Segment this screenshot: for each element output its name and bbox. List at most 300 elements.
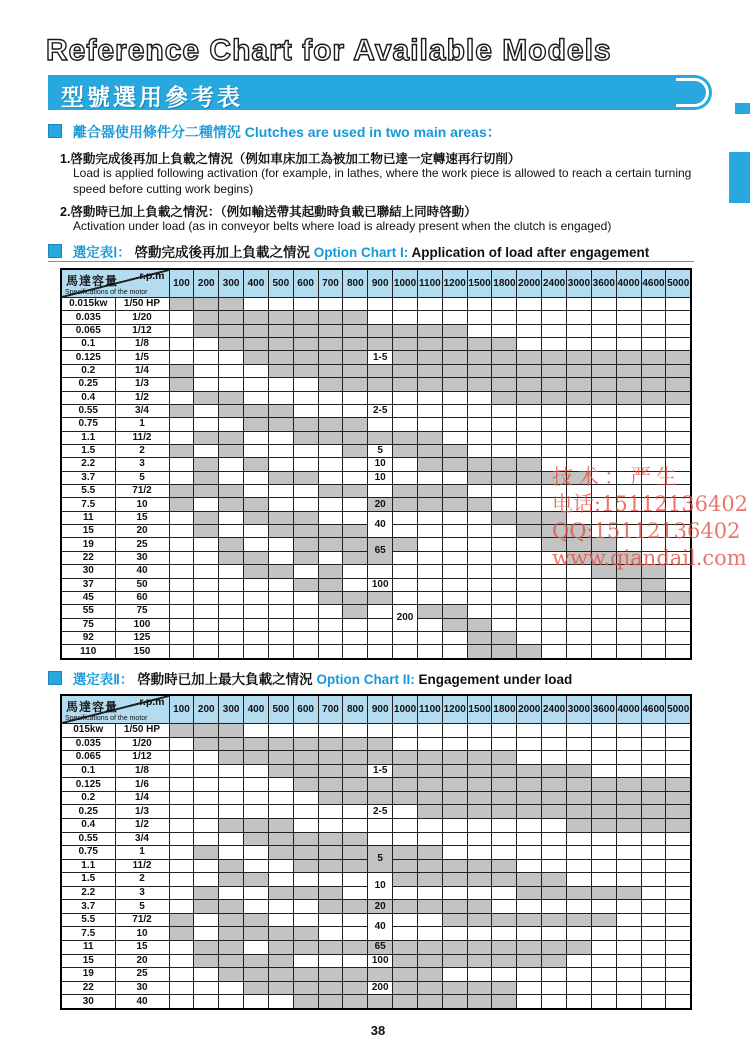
grid-cell	[244, 724, 269, 738]
grid-cell	[567, 311, 592, 324]
grid-cell	[517, 565, 542, 578]
motor-hp-cell: 5	[115, 471, 169, 484]
grid-cell	[194, 927, 219, 941]
grid-cell	[169, 565, 194, 578]
grid-cell	[393, 591, 418, 604]
grid-cell	[591, 645, 616, 659]
grid-cell	[666, 605, 691, 618]
option-chart-2-table	[60, 694, 692, 1010]
motor-kw-cell: 0.4	[61, 391, 115, 404]
grid-cell	[169, 551, 194, 564]
grid-cell	[343, 805, 368, 819]
grid-cell	[219, 511, 244, 524]
motor-kw-cell: 0.1	[61, 764, 115, 778]
grid-cell	[343, 818, 368, 832]
grid-cell	[293, 724, 318, 738]
applicable-range-cell	[492, 778, 517, 792]
applicable-range-cell	[368, 737, 393, 751]
grid-cell	[567, 737, 592, 751]
motor-hp-cell: 11/2	[115, 431, 169, 444]
applicable-range-cell	[244, 832, 269, 846]
applicable-range-cell	[467, 498, 492, 511]
grid-cell	[293, 805, 318, 819]
grid-cell	[194, 859, 219, 873]
grid-cell	[268, 900, 293, 914]
grid-cell	[293, 954, 318, 968]
grid-cell	[666, 737, 691, 751]
grid-cell	[442, 311, 467, 324]
grid-cell	[641, 311, 666, 324]
watermark-line1: 技术：严生	[552, 465, 682, 489]
grid-cell	[169, 605, 194, 618]
applicable-range-cell	[268, 941, 293, 955]
motor-kw-cell: 30	[61, 995, 115, 1009]
grid-cell	[492, 900, 517, 914]
applicable-range-cell	[293, 764, 318, 778]
applicable-range-cell	[467, 791, 492, 805]
grid-cell	[293, 404, 318, 417]
grid-cell	[343, 618, 368, 631]
applicable-range-cell	[417, 981, 442, 995]
grid-cell	[169, 873, 194, 887]
grid-cell	[417, 618, 442, 631]
rpm-column-header: 200	[194, 695, 219, 724]
applicable-range-cell	[591, 391, 616, 404]
rpm-column-header: 1800	[492, 695, 517, 724]
applicable-range-cell	[567, 886, 592, 900]
grid-cell	[343, 565, 368, 578]
watermark	[552, 464, 748, 572]
grid-cell	[169, 764, 194, 778]
rpm-column-header: 600	[293, 695, 318, 724]
grid-cell	[492, 525, 517, 538]
applicable-range-cell	[442, 778, 467, 792]
model-size-label-cell: 1-5	[368, 351, 393, 364]
grid-cell	[368, 391, 393, 404]
applicable-range-cell	[666, 791, 691, 805]
intro-item1-en1: Load is applied following activation (for example, in lathes, where the work piece is allowed to reach a certain turning	[73, 166, 692, 180]
grid-cell	[244, 859, 269, 873]
motor-hp-cell: 1/4	[115, 791, 169, 805]
applicable-range-cell	[393, 431, 418, 444]
motor-hp-cell: 3	[115, 458, 169, 471]
grid-cell	[616, 751, 641, 765]
grid-cell	[666, 631, 691, 644]
applicable-range-cell	[591, 791, 616, 805]
grid-cell	[393, 511, 418, 524]
grid-cell	[567, 338, 592, 351]
motor-kw-cell: 015kw	[61, 724, 115, 738]
rpm-column-header: 700	[318, 269, 343, 298]
motor-hp-cell: 1/2	[115, 818, 169, 832]
grid-cell	[666, 859, 691, 873]
applicable-range-cell	[368, 431, 393, 444]
motor-hp-cell: 1/8	[115, 764, 169, 778]
applicable-range-cell	[244, 954, 269, 968]
grid-cell	[542, 404, 567, 417]
applicable-range-cell	[194, 954, 219, 968]
grid-cell	[268, 791, 293, 805]
applicable-range-cell	[318, 778, 343, 792]
grid-cell	[318, 498, 343, 511]
grid-cell	[492, 485, 517, 498]
applicable-range-cell	[318, 859, 343, 873]
grid-cell	[268, 805, 293, 819]
motor-hp-cell: 1/3	[115, 378, 169, 391]
grid-cell	[169, 778, 194, 792]
rpm-column-header: 4000	[616, 695, 641, 724]
applicable-range-cell	[343, 764, 368, 778]
applicable-range-cell	[542, 913, 567, 927]
applicable-range-cell	[417, 764, 442, 778]
applicable-range-cell	[268, 364, 293, 377]
model-size-label-cell: 40	[368, 511, 393, 538]
applicable-range-cell	[442, 941, 467, 955]
grid-cell	[244, 764, 269, 778]
grid-cell	[194, 778, 219, 792]
applicable-range-cell	[293, 751, 318, 765]
grid-cell	[641, 298, 666, 311]
grid-cell	[417, 927, 442, 941]
applicable-range-cell	[542, 886, 567, 900]
rpm-column-header: 900	[368, 695, 393, 724]
grid-cell	[517, 818, 542, 832]
grid-cell	[467, 298, 492, 311]
grid-cell	[194, 995, 219, 1009]
motor-kw-cell: 1.5	[61, 444, 115, 457]
applicable-range-cell	[368, 324, 393, 337]
applicable-range-cell	[368, 378, 393, 391]
applicable-range-cell	[343, 538, 368, 551]
applicable-range-cell	[244, 338, 269, 351]
grid-cell	[567, 846, 592, 860]
applicable-range-cell	[318, 565, 343, 578]
motor-kw-cell: 5.5	[61, 485, 115, 498]
grid-cell	[467, 444, 492, 457]
applicable-range-cell	[318, 981, 343, 995]
grid-cell	[268, 298, 293, 311]
applicable-range-cell	[467, 981, 492, 995]
grid-cell	[343, 498, 368, 511]
model-size-label-cell: 100	[368, 578, 393, 591]
corner-header-cell	[61, 269, 169, 298]
applicable-range-cell	[417, 968, 442, 982]
grid-cell	[666, 981, 691, 995]
grid-cell	[393, 805, 418, 819]
applicable-range-cell	[641, 805, 666, 819]
grid-cell	[417, 404, 442, 417]
grid-cell	[666, 968, 691, 982]
grid-cell	[442, 404, 467, 417]
grid-cell	[417, 418, 442, 431]
grid-cell	[393, 913, 418, 927]
applicable-range-cell	[293, 431, 318, 444]
grid-cell	[591, 873, 616, 887]
grid-cell	[666, 418, 691, 431]
grid-cell	[542, 751, 567, 765]
grid-cell	[268, 591, 293, 604]
motor-hp-cell: 125	[115, 631, 169, 644]
applicable-range-cell	[467, 351, 492, 364]
grid-cell	[542, 859, 567, 873]
grid-cell	[318, 404, 343, 417]
applicable-range-cell	[492, 941, 517, 955]
applicable-range-cell	[517, 954, 542, 968]
applicable-range-cell	[616, 818, 641, 832]
intro-item2-en: Activation under load (as in conveyor belts where load is already present when the clutch is engaged)	[73, 219, 612, 233]
applicable-range-cell	[393, 751, 418, 765]
motor-hp-cell: 50	[115, 578, 169, 591]
grid-cell	[169, 418, 194, 431]
grid-cell	[591, 737, 616, 751]
grid-cell	[219, 832, 244, 846]
grid-cell	[542, 431, 567, 444]
rpm-column-header: 2400	[542, 695, 567, 724]
grid-cell	[641, 645, 666, 659]
grid-cell	[442, 578, 467, 591]
grid-cell	[591, 859, 616, 873]
applicable-range-cell	[268, 511, 293, 524]
applicable-range-cell	[318, 900, 343, 914]
model-size-label-cell: 200	[368, 981, 393, 995]
rpm-column-header: 4600	[641, 269, 666, 298]
grid-cell	[616, 981, 641, 995]
applicable-range-cell	[616, 791, 641, 805]
grid-cell	[641, 444, 666, 457]
grid-cell	[591, 751, 616, 765]
grid-cell	[442, 927, 467, 941]
grid-cell	[666, 311, 691, 324]
applicable-range-cell	[219, 298, 244, 311]
chart1-title-zh: 啓動完成後再加上負載之情況	[134, 245, 311, 260]
grid-cell	[542, 645, 567, 659]
applicable-range-cell	[492, 631, 517, 644]
grid-cell	[169, 995, 194, 1009]
grid-cell	[542, 968, 567, 982]
motor-kw-cell: 1.1	[61, 431, 115, 444]
grid-cell	[244, 485, 269, 498]
applicable-range-cell	[244, 498, 269, 511]
grid-cell	[616, 941, 641, 955]
applicable-range-cell	[368, 791, 393, 805]
grid-cell	[293, 444, 318, 457]
grid-cell	[442, 538, 467, 551]
applicable-range-cell	[219, 751, 244, 765]
applicable-range-cell	[442, 995, 467, 1009]
grid-cell	[393, 404, 418, 417]
model-size-label-cell: 40	[368, 913, 393, 940]
applicable-range-cell	[616, 364, 641, 377]
motor-kw-cell: 2.2	[61, 458, 115, 471]
applicable-range-cell	[343, 324, 368, 337]
applicable-range-cell	[492, 791, 517, 805]
grid-cell	[417, 645, 442, 659]
grid-cell	[517, 859, 542, 873]
grid-cell	[244, 886, 269, 900]
applicable-range-cell	[417, 498, 442, 511]
grid-cell	[393, 551, 418, 564]
grid-cell	[244, 471, 269, 484]
grid-cell	[442, 737, 467, 751]
grid-cell	[169, 645, 194, 659]
grid-cell	[219, 805, 244, 819]
grid-cell	[318, 511, 343, 524]
applicable-range-cell	[467, 618, 492, 631]
applicable-range-cell	[467, 338, 492, 351]
motor-hp-cell: 3/4	[115, 832, 169, 846]
grid-cell	[219, 591, 244, 604]
rpm-column-header: 3000	[567, 269, 592, 298]
applicable-range-cell	[517, 471, 542, 484]
grid-cell	[492, 324, 517, 337]
grid-cell	[567, 832, 592, 846]
applicable-range-cell	[567, 818, 592, 832]
applicable-range-cell	[244, 311, 269, 324]
grid-cell	[517, 338, 542, 351]
applicable-range-cell	[293, 418, 318, 431]
grid-cell	[343, 873, 368, 887]
applicable-range-cell	[492, 391, 517, 404]
motor-hp-cell: 15	[115, 941, 169, 955]
grid-cell	[542, 981, 567, 995]
applicable-range-cell	[268, 954, 293, 968]
applicable-range-cell	[393, 764, 418, 778]
intro-heading-en: Clutches are used in two main areas：	[244, 124, 501, 140]
motor-hp-cell: 1/8	[115, 338, 169, 351]
applicable-range-cell	[517, 805, 542, 819]
grid-cell	[567, 900, 592, 914]
grid-cell	[318, 805, 343, 819]
grid-cell	[467, 737, 492, 751]
grid-cell	[467, 591, 492, 604]
applicable-range-cell	[417, 751, 442, 765]
grid-cell	[417, 631, 442, 644]
applicable-range-cell	[666, 391, 691, 404]
grid-cell	[268, 431, 293, 444]
applicable-range-cell	[268, 751, 293, 765]
grid-cell	[666, 764, 691, 778]
applicable-range-cell	[591, 378, 616, 391]
grid-cell	[219, 605, 244, 618]
applicable-range-cell	[442, 605, 467, 618]
applicable-range-cell	[219, 968, 244, 982]
motor-kw-cell: 0.25	[61, 378, 115, 391]
grid-cell	[616, 913, 641, 927]
grid-cell	[244, 378, 269, 391]
grid-cell	[616, 431, 641, 444]
applicable-range-cell	[641, 778, 666, 792]
grid-cell	[567, 859, 592, 873]
applicable-range-cell	[567, 391, 592, 404]
grid-cell	[268, 645, 293, 659]
rpm-column-header: 500	[268, 695, 293, 724]
motor-spec-label: Specifications of the motor	[65, 715, 148, 722]
motor-hp-cell: 30	[115, 551, 169, 564]
intro-item1-zh: 1.啓動完成後再加上負載之情況（例如車床加工為被加工物已達一定轉速再行切削）	[60, 152, 521, 166]
grid-cell	[169, 805, 194, 819]
grid-cell	[641, 954, 666, 968]
applicable-range-cell	[517, 764, 542, 778]
applicable-range-cell	[169, 378, 194, 391]
model-size-label-cell: 5	[368, 846, 393, 873]
grid-cell	[666, 618, 691, 631]
applicable-range-cell	[368, 751, 393, 765]
grid-cell	[492, 298, 517, 311]
grid-cell	[641, 751, 666, 765]
grid-cell	[442, 832, 467, 846]
grid-cell	[467, 832, 492, 846]
grid-cell	[194, 791, 219, 805]
applicable-range-cell	[244, 418, 269, 431]
motor-hp-cell: 20	[115, 954, 169, 968]
grid-cell	[542, 618, 567, 631]
blue-square-icon	[48, 124, 62, 138]
applicable-range-cell	[393, 485, 418, 498]
applicable-range-cell	[293, 981, 318, 995]
grid-cell	[542, 444, 567, 457]
applicable-range-cell	[641, 578, 666, 591]
applicable-range-cell	[318, 351, 343, 364]
grid-cell	[542, 631, 567, 644]
applicable-range-cell	[393, 378, 418, 391]
applicable-range-cell	[591, 351, 616, 364]
grid-cell	[467, 605, 492, 618]
model-size-label-cell: 20	[368, 900, 393, 914]
rpm-column-header: 3000	[567, 695, 592, 724]
grid-cell	[517, 444, 542, 457]
applicable-range-cell	[244, 404, 269, 417]
applicable-range-cell	[417, 791, 442, 805]
applicable-range-cell	[293, 846, 318, 860]
grid-cell	[417, 511, 442, 524]
grid-cell	[517, 298, 542, 311]
applicable-range-cell	[343, 338, 368, 351]
grid-cell	[666, 404, 691, 417]
grid-cell	[517, 968, 542, 982]
rpm-column-header: 800	[343, 695, 368, 724]
applicable-range-cell	[467, 631, 492, 644]
grid-cell	[517, 737, 542, 751]
chart2-title-zh: 啓動時已加上最大負載之情況	[137, 672, 313, 687]
chart1-title-zh-blue: 選定表Ⅰ：	[72, 245, 131, 260]
grid-cell	[666, 444, 691, 457]
applicable-range-cell	[244, 737, 269, 751]
motor-hp-cell: 11/2	[115, 859, 169, 873]
grid-cell	[393, 927, 418, 941]
grid-cell	[616, 324, 641, 337]
applicable-range-cell	[517, 791, 542, 805]
grid-cell	[641, 886, 666, 900]
grid-cell	[219, 351, 244, 364]
grid-cell	[244, 298, 269, 311]
applicable-range-cell	[442, 378, 467, 391]
applicable-range-cell	[368, 338, 393, 351]
applicable-range-cell	[417, 900, 442, 914]
applicable-range-cell	[318, 846, 343, 860]
grid-cell	[169, 538, 194, 551]
motor-kw-cell: 15	[61, 954, 115, 968]
applicable-range-cell	[467, 873, 492, 887]
motor-kw-cell: 0.55	[61, 832, 115, 846]
applicable-range-cell	[517, 873, 542, 887]
applicable-range-cell	[492, 351, 517, 364]
grid-cell	[641, 764, 666, 778]
rpm-column-header: 1200	[442, 269, 467, 298]
chart2-title-en-blue: Option Chart II:	[316, 672, 415, 687]
applicable-range-cell	[268, 846, 293, 860]
grid-cell	[666, 324, 691, 337]
motor-kw-cell: 0.1	[61, 338, 115, 351]
